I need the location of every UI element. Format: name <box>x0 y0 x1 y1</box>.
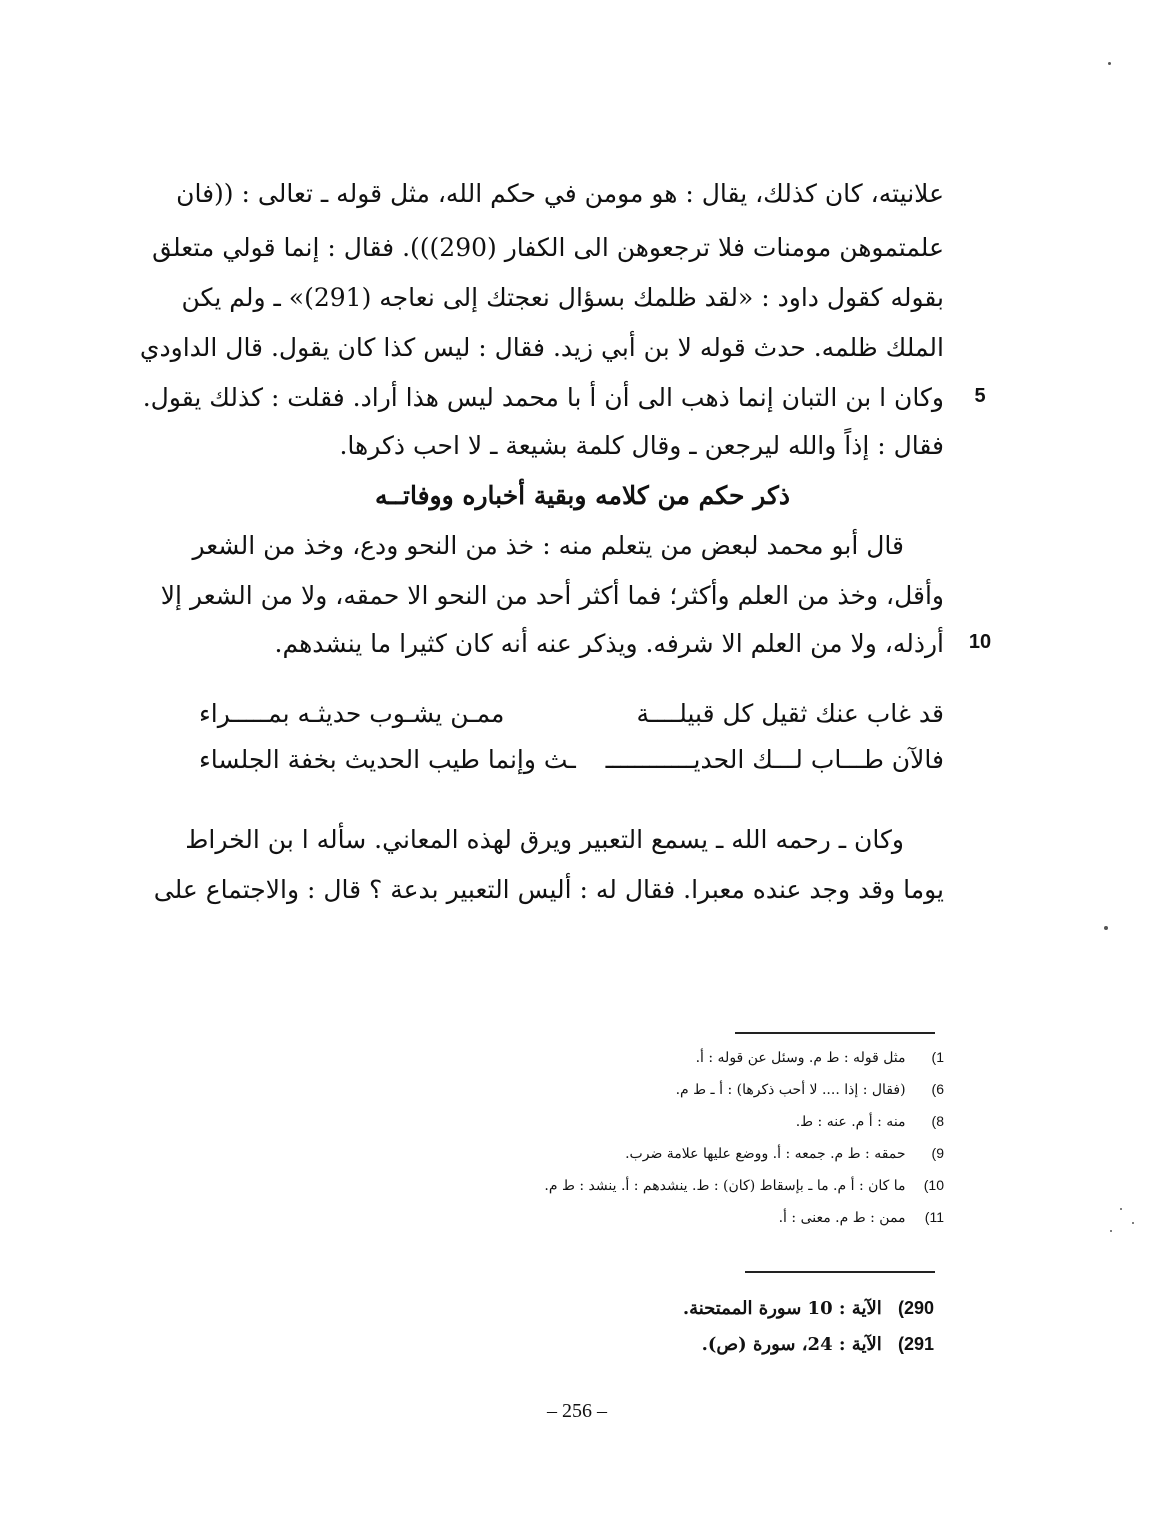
line-number-10: 10 <box>968 631 992 653</box>
body-line-8: وأقل، وخذ من العلم وأكثر؛ فما أكثر أحد من النحو الا حمقه، ولا من الشعر إلا <box>160 581 944 610</box>
body-line-9: أرذله، ولا من العلم الا شرفه. ويذكر عنه أنه كان كثيرا ما ينشدهم. <box>274 629 944 658</box>
apparatus-note-text: ممن : ط م. معنى : أ. <box>778 1210 906 1226</box>
scan-speck <box>1110 1230 1112 1232</box>
verse-2 <box>199 740 944 780</box>
apparatus-note-number: 8) <box>931 1113 944 1129</box>
body-line-7: قال أبو محمد لبعض من يتعلم منه : خذ من النحو ودع، وخذ من الشعر <box>192 531 904 560</box>
reference-text: الآية : 24، سورة (ص). <box>701 1334 882 1355</box>
verse-1-second-hemistich: ممـن يشـوب حديثـه بمـــــراء <box>199 699 505 728</box>
verse-2-second-hemistich: ـث وإنما طيب الحديث بخفة الجلساء <box>199 745 576 774</box>
apparatus-divider <box>735 1032 935 1034</box>
apparatus-note <box>444 1110 944 1133</box>
apparatus-note <box>444 1046 944 1069</box>
apparatus-note-text: منه : أ م. عنه : ط. <box>795 1114 906 1130</box>
body-line-10: وكان ـ رحمه الله ـ يسمع التعبير ويرق لهذه المعاني. سأله ا بن الخراط <box>185 825 904 854</box>
body-line-3: بقوله كقول داود : «لقد ظلمك بسؤال نعجتك إلى نعاجه (291)» ـ ولم يكن <box>181 283 944 312</box>
apparatus-note-number: 1) <box>931 1049 944 1065</box>
scan-speck <box>1120 1208 1122 1210</box>
scan-speck <box>1108 62 1111 65</box>
apparatus-note-text: (فقال : إذا .... لا أحب ذكرها) : أ ـ ط م. <box>675 1082 906 1098</box>
apparatus-note-number: 10) <box>923 1177 944 1193</box>
reference-note <box>434 1330 934 1359</box>
body-line-2: علمتموهن مومنات فلا ترجعوهن الى الكفار (290))). فقال : إنما قولي متعلق <box>152 233 944 262</box>
body-line-5: وكان ا بن التبان إنما ذهب الى أن أ با محمد ليس هذا أراد. فقلت : كذلك يقول. <box>142 383 944 412</box>
apparatus-note <box>444 1078 944 1101</box>
page-number: – 256 – <box>547 1400 607 1422</box>
references-divider <box>745 1271 935 1273</box>
apparatus-note-number: 11) <box>924 1209 944 1225</box>
verse-1-first-hemistich: قد غاب عنك ثقيل كل قبيلــــة <box>636 699 944 728</box>
apparatus-note-text: مثل قوله : ط م. وسئل عن قوله : أ. <box>695 1050 906 1066</box>
body-line-4: الملك ظلمه. حدث قوله لا بن أبي زيد. فقال : ليس كذا كان يقول. قال الداودي <box>139 333 944 362</box>
scan-speck <box>1132 1222 1134 1224</box>
apparatus-note <box>444 1142 944 1165</box>
reference-text: الآية : 10 سورة الممتحنة. <box>682 1298 882 1319</box>
section-heading: ذكر حكم من كلامه وبقية أخباره ووفاتــه <box>374 481 791 510</box>
apparatus-note <box>444 1174 944 1197</box>
scan-speck <box>1104 926 1108 930</box>
reference-note <box>434 1294 934 1323</box>
body-line-1: علانيته، كان كذلك، يقال : هو مومن في حكم الله، مثل قوله ـ تعالى : ((فان <box>176 179 944 208</box>
verse-1 <box>199 694 944 734</box>
reference-number: 291) <box>897 1334 934 1354</box>
apparatus-note-number: 6) <box>931 1081 944 1097</box>
apparatus-note-text: ما كان : أ م. ما ـ بإسقاط (كان) : ط. ينشدهم : أ. ينشد : ط م. <box>544 1178 906 1194</box>
line-number-5: 5 <box>974 385 986 407</box>
body-line-11: يوما وقد وجد عنده معبرا. فقال له : أليس التعبير بدعة ؟ قال : والاجتماع على <box>153 875 944 904</box>
reference-number: 290) <box>897 1298 934 1318</box>
apparatus-note-number: 9) <box>931 1145 944 1161</box>
apparatus-note-text: حمقه : ط م. جمعه : أ. ووضع عليها علامة ضرب. <box>625 1146 906 1162</box>
apparatus-note <box>444 1206 944 1229</box>
verse-2-first-hemistich: فالآن طـــاب لـــك الحديــــــــــــ <box>605 745 944 774</box>
body-line-6: فقال : إذاً والله ليرجعن ـ وقال كلمة بشيعة ـ لا احب ذكرها. <box>339 431 944 460</box>
